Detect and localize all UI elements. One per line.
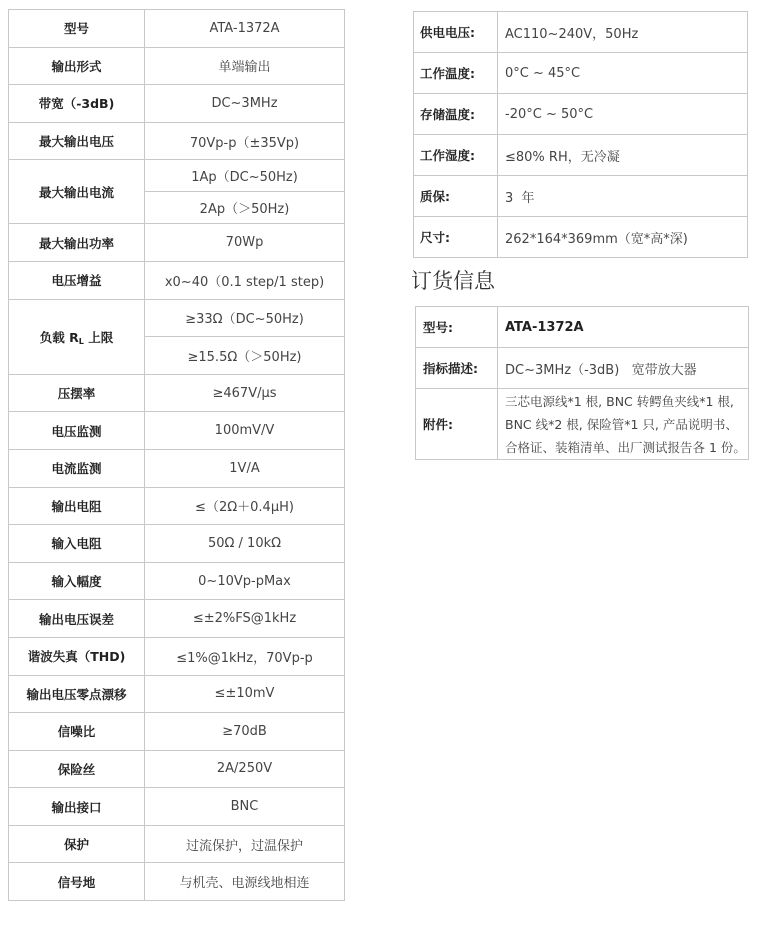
order-info-table (415, 306, 749, 460)
spec-value: DC~3MHz (145, 85, 345, 123)
spec-value: ≥15.5Ω（＞50Hz) (145, 337, 345, 375)
env-value: 262*164*369mm（宽*高*深) (498, 217, 748, 258)
spec-value: 2A/250V (145, 750, 345, 788)
env-label: 工作温度: (414, 53, 498, 94)
spec-value: ≥467V/μs (145, 374, 345, 412)
spec-row-current-monitor (9, 449, 345, 487)
spec-value: ATA-1372A (145, 10, 345, 48)
env-label: 尺寸: (414, 217, 498, 258)
spec-value: 单端输出 (145, 47, 345, 85)
env-label: 存储温度: (414, 94, 498, 135)
order-value (498, 389, 749, 460)
spec-row-input-resistance (9, 525, 345, 563)
spec-value: ≤±2%FS@1kHz (145, 600, 345, 638)
env-value: ≤80% RH，无冷凝 (498, 135, 748, 176)
accessories-line: BNC 线*2 根, 保险管*1 只, 产品说明书、 (505, 416, 738, 432)
env-label: 供电电压: (414, 12, 498, 53)
env-value: -20°C ~ 50°C (498, 94, 748, 135)
label-subscript: L (78, 336, 84, 346)
spec-row-output-error (9, 600, 345, 638)
env-row-humidity (414, 135, 748, 176)
spec-row-fuse (9, 750, 345, 788)
environment-table (413, 11, 748, 258)
order-row-accessories (416, 389, 749, 460)
spec-row-thd (9, 637, 345, 675)
env-value: AC110~240V，50Hz (498, 12, 748, 53)
spec-value: 与机壳、电源线地相连 (145, 863, 345, 901)
spec-label: 保险丝 (9, 750, 145, 788)
spec-row-output-port (9, 788, 345, 826)
spec-label: 输出电压零点漂移 (9, 675, 145, 713)
env-label: 质保: (414, 176, 498, 217)
spec-label: 输出电压误差 (9, 600, 145, 638)
spec-row-zero-drift (9, 675, 345, 713)
spec-label: 输出接口 (9, 788, 145, 826)
spec-value: 0~10Vp-pMax (145, 562, 345, 600)
spec-value: 1V/A (145, 449, 345, 487)
env-row-warranty (414, 176, 748, 217)
spec-label: 输出电阻 (9, 487, 145, 525)
spec-value: x0~40（0.1 step/1 step) (145, 261, 345, 299)
spec-row-output-resistance (9, 487, 345, 525)
spec-value: 过流保护，过温保护 (145, 825, 345, 863)
spec-row-max-voltage (9, 122, 345, 160)
spec-label: 信噪比 (9, 713, 145, 751)
order-row-description (416, 348, 749, 389)
spec-row-voltage-monitor (9, 412, 345, 450)
order-value: DC~3MHz（-3dB) 宽带放大器 (498, 348, 749, 389)
spec-table (8, 9, 345, 901)
spec-value: 1Ap（DC~50Hz) (145, 160, 345, 192)
spec-label: 最大输出功率 (9, 224, 145, 262)
spec-label: 电压监测 (9, 412, 145, 450)
spec-row-protection (9, 825, 345, 863)
spec-label: 谐波失真（THD) (9, 637, 145, 675)
env-row-storage-temp (414, 94, 748, 135)
spec-value: 70Wp (145, 224, 345, 262)
order-info-heading: 订货信息 (411, 269, 495, 293)
order-label: 指标描述: (416, 348, 498, 389)
env-label: 工作湿度: (414, 135, 498, 176)
spec-value: 50Ω / 10kΩ (145, 525, 345, 563)
spec-row-max-power (9, 224, 345, 262)
spec-label: 压摆率 (9, 374, 145, 412)
spec-row-load-limit (9, 299, 345, 337)
spec-value: BNC (145, 788, 345, 826)
spec-row-model (9, 10, 345, 48)
env-row-operating-temp (414, 53, 748, 94)
spec-label: 电流监测 (9, 449, 145, 487)
label-suffix: 上限 (83, 329, 114, 345)
spec-row-max-current (9, 160, 345, 192)
spec-label: 保护 (9, 825, 145, 863)
spec-row-signal-ground (9, 863, 345, 901)
spec-label: 带宽（-3dB) (9, 85, 145, 123)
spec-value: 70Vp-p（±35Vp) (145, 122, 345, 160)
spec-value: ≥33Ω（DC~50Hz) (145, 299, 345, 337)
accessories-line: 合格证、装箱清单、出厂测试报告各 1 份。 (505, 439, 746, 455)
spec-row-bandwidth (9, 85, 345, 123)
spec-value: ≤1%@1kHz，70Vp-p (145, 637, 345, 675)
env-value: 3 年 (498, 176, 748, 217)
order-row-model (416, 307, 749, 348)
spec-row-output-form (9, 47, 345, 85)
spec-label (9, 299, 145, 374)
spec-label: 输入幅度 (9, 562, 145, 600)
spec-row-slew-rate (9, 374, 345, 412)
spec-label: 输入电阻 (9, 525, 145, 563)
spec-value: ≤（2Ω＋0.4μH) (145, 487, 345, 525)
order-value: ATA-1372A (498, 307, 749, 348)
spec-row-snr (9, 713, 345, 751)
env-row-supply-voltage (414, 12, 748, 53)
spec-label: 最大输出电压 (9, 122, 145, 160)
label-prefix: 负载 R (39, 329, 79, 345)
spec-value: 100mV/V (145, 412, 345, 450)
spec-label: 电压增益 (9, 261, 145, 299)
order-label: 型号: (416, 307, 498, 348)
spec-label: 型号 (9, 10, 145, 48)
spec-row-voltage-gain (9, 261, 345, 299)
accessories-line: 三芯电源线*1 根, BNC 转鳄鱼夹线*1 根, (505, 393, 734, 409)
spec-value: ≥70dB (145, 713, 345, 751)
spec-value: ≤±10mV (145, 675, 345, 713)
spec-label: 输出形式 (9, 47, 145, 85)
env-row-dimensions (414, 217, 748, 258)
spec-row-input-amplitude (9, 562, 345, 600)
spec-label: 最大输出电流 (9, 160, 145, 224)
spec-label: 信号地 (9, 863, 145, 901)
env-value: 0°C ~ 45°C (498, 53, 748, 94)
order-label: 附件: (416, 389, 498, 460)
spec-value: 2Ap（＞50Hz) (145, 192, 345, 224)
